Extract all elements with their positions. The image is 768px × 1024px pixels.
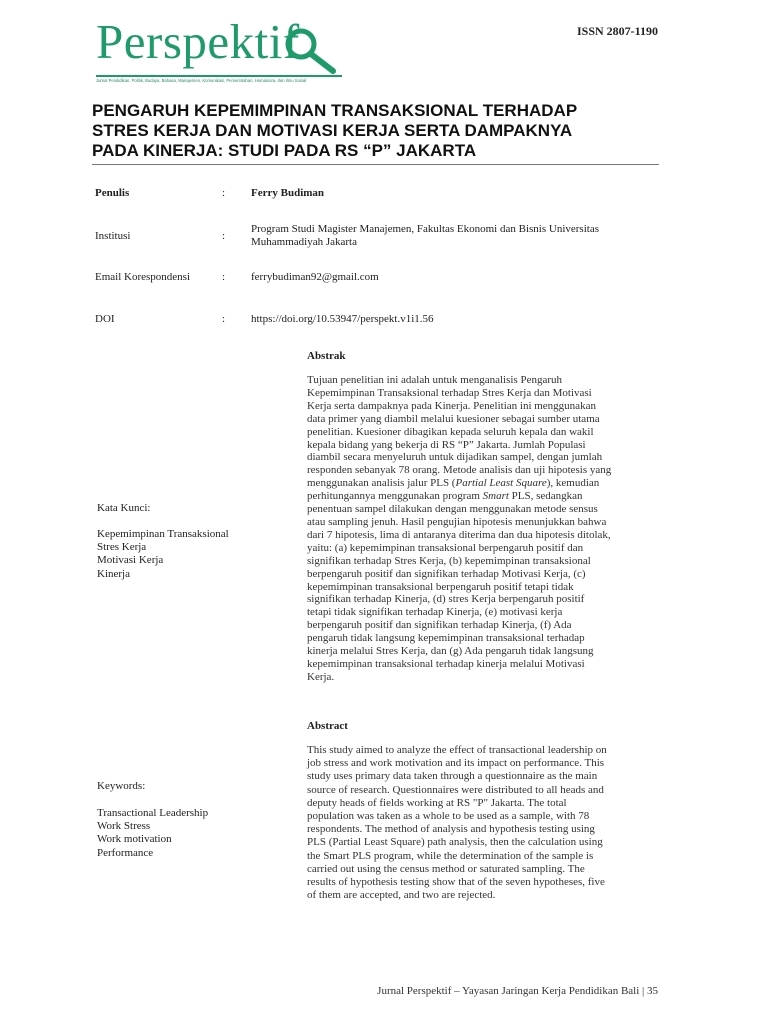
abstrak-line: pengaruh tidak langsung kepemimpinan transaksional terhadap <box>307 632 585 645</box>
kata-kunci-list <box>97 528 229 581</box>
email-link[interactable]: ferrybudiman92@gmail.com <box>251 271 379 283</box>
abstrak-line: kepemimpinan transaksional berpengaruh positif tetapi tidak <box>307 580 574 593</box>
abstrak-line: kepala bidang yang bekerja di RS “P” Jakarta. Jumlah Populasi <box>307 438 586 451</box>
abstrak-line: penelitian. Kuesioner dibagikan kepada seluruh kepala dan wakil <box>307 425 594 438</box>
institution-colon: : <box>222 230 226 242</box>
author-label: Penulis <box>95 187 130 199</box>
kata-kunci-label: Kata Kunci: <box>97 502 151 514</box>
abstract-line: results of hypothesis testing show that of the seven hypotheses, five <box>307 876 605 889</box>
abstrak-body <box>307 374 661 684</box>
abstrak-line: Kerja serta dampaknya pada Kinerja. Penelitian ini menggunakan <box>307 399 596 412</box>
abstrak-line: Kerja. <box>307 670 335 683</box>
abstract-line: the Smart PLS program, while the determination of the sample is <box>307 849 594 862</box>
abstract-line: deputy heads of fields working at RS "P" Jakarta. The total <box>307 796 567 809</box>
doi-colon: : <box>222 313 226 325</box>
doi-link[interactable]: https://doi.org/10.53947/perspekt.v1i1.56 <box>251 313 434 325</box>
abstract-line: PLS (Partial Least Square) path analysis, then the calculation using <box>307 836 603 849</box>
title-line: PADA KINERJA: STUDI PADA RS “P” JAKARTA <box>92 141 477 160</box>
journal-logo <box>96 12 356 82</box>
abstrak-line: data primer yang diambil melalui kuesioner sebagai sumber utama <box>307 412 600 425</box>
abstract-line: study uses primary data taken through a questionnaire as the main <box>307 770 598 783</box>
page-footer: Jurnal Perspektif – Yayasan Jaringan Kerja Pendidikan Bali | 35 <box>377 985 658 997</box>
abstrak-heading: Abstrak <box>307 350 346 362</box>
abstrak-line: yaitu: (a) kepemimpinan transaksional berpengaruh positif dan <box>307 541 584 554</box>
email-colon: : <box>222 271 226 283</box>
keywords-list <box>97 807 208 860</box>
author-colon: : <box>222 187 226 199</box>
author-name: Ferry Budiman <box>251 187 325 199</box>
abstract-line: respondents. The method of analysis and hypothesis testing using <box>307 823 595 836</box>
abstrak-line: diambil secara menyeluruh untuk dijadikan sampel, dengan jumlah <box>307 451 603 464</box>
abstract-line: carried out using the census method or saturated sampling. The <box>307 862 585 875</box>
keyword-item: Transactional Leadership <box>97 807 209 819</box>
magnifier-icon <box>281 24 341 76</box>
logo-wordmark: Perspektif <box>96 14 300 69</box>
abstract-heading: Abstract <box>307 720 348 732</box>
abstrak-line: penentuan sampel dilakukan dengan menggunakan metode sensus <box>307 503 598 516</box>
title-line: STRES KERJA DAN MOTIVASI KERJA SERTA DAMPAKNYA <box>92 121 573 140</box>
abstrak-line: kinerja melalui Stres Kerja, dan (g) Ada pengaruh tidak langsung <box>307 645 594 658</box>
abstrak-line: berpengaruh positif dan signifikan terhadap Motivasi Kerja, (c) <box>307 567 586 580</box>
abstrak-line: Kepemimpinan Transaksional terhadap Stres Kerja dan Motivasi <box>307 386 592 399</box>
institution-value <box>251 223 661 249</box>
abstrak-line: kepemimpinan transaksional terhadap kinerja melalui Motivasi <box>307 657 585 670</box>
abstract-line: population was taken as a whole to be used as a sample, with 78 <box>307 810 590 823</box>
abstrak-line: Tujuan penelitian ini adalah untuk menganalisis Pengaruh <box>307 374 562 386</box>
keyword-item: Performance <box>97 846 154 859</box>
abstrak-line: responden sebanyak 78 orang. Metode analisis dan uji hipotesis yang <box>307 464 612 477</box>
article-title <box>92 101 652 161</box>
abstrak-line: dari 7 hipotesis, lima di antaranya diterima dan dua hipotesis ditolak, <box>307 528 611 541</box>
abstrak-line: berpengaruh positif dan signifikan terhadap Kinerja, (f) Ada <box>307 619 572 632</box>
keywords-label: Keywords: <box>97 780 146 792</box>
institution-label: Institusi <box>95 230 131 242</box>
email-label: Email Korespondensi <box>95 271 191 283</box>
abstrak-line: signifikan terhadap Stres Kerja, (b) kepemimpinan transaksional <box>307 554 591 567</box>
kata-kunci-item: Kinerja <box>97 567 130 580</box>
abstrak-line: tetapi tidak signifikan terhadap Kinerja, (e) motivasi kerja <box>307 606 563 619</box>
logo-tagline: Jurnal Pendidikan, Politik, Budaya, Bahasa, Manajemen, Komunikasi, Pemerintahan, Humaniora, dan Ilmu Sosial <box>96 78 307 83</box>
kata-kunci-item: Motivasi Kerja <box>97 554 164 567</box>
abstract-line: job stress and work motivation and its impact on performance. This <box>307 757 605 770</box>
kata-kunci-item: Kepemimpinan Transaksional <box>97 528 229 540</box>
abstrak-line: atau sampling jenuh. Hasil pengujian hipotesis menunjukkan bahwa <box>307 515 607 528</box>
abstrak-line: menggunakan analisis jalur PLS (Partial Least Square), kemudian <box>307 477 600 490</box>
keyword-item: Work Stress <box>97 820 151 833</box>
abstrak-line: signifikan terhadap Kinerja, (d) stres Kerja berpengaruh positif <box>307 593 585 606</box>
institution-line: Muhammadiyah Jakarta <box>251 236 357 248</box>
keyword-item: Work motivation <box>97 833 172 846</box>
abstract-body <box>307 744 661 902</box>
abstract-line: This study aimed to analyze the effect of transactional leadership on <box>307 744 607 756</box>
kata-kunci-item: Stres Kerja <box>97 541 147 554</box>
title-line: PENGARUH KEPEMIMPINAN TRANSAKSIONAL TERHADAP <box>92 101 578 120</box>
title-divider <box>92 164 659 165</box>
abstrak-line: perhitungannya menggunakan program Smart PLS, sedangkan <box>307 490 583 503</box>
logo-underline <box>96 75 342 77</box>
abstract-line: of them are accepted, and two are rejected. <box>307 889 496 902</box>
issn-number: ISSN 2807-1190 <box>576 24 658 38</box>
doi-label: DOI <box>95 313 115 325</box>
institution-line: Program Studi Magister Manajemen, Fakultas Ekonomi dan Bisnis Universitas <box>251 223 599 235</box>
abstract-line: source of research. Questionnaires were distributed to all heads and <box>307 783 604 796</box>
